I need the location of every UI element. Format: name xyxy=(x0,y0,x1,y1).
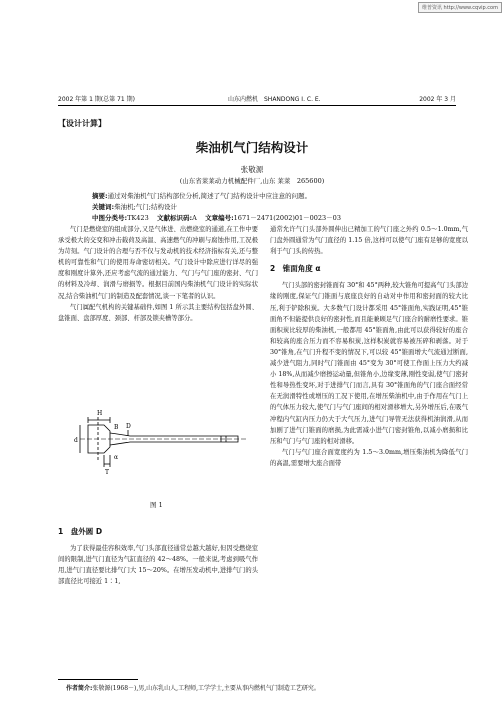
paragraph: 气门是燃烧室的组成部分,又是气体进、出燃烧室的通道,在工作中要承受极大的交变和冲击载荷及高温、高速燃气的冲刷与腐蚀作用,工况极为苛刻。气门设计的合理与否不仅与发动机的技术经济指标有关,还与整机的可靠性和气门的使用寿命密切相关。气门设计中除应进行详尽的强度和刚度计算外,还应考虑气流的通过能力、气门与气门座的密封、气门的材料及冷却、润滑与磨损等。根据目前国内柴油机气门设计的实际状况,结合柴油机气门的制造及配套情况,谈一下笔者的认识。 xyxy=(58,226,258,300)
section-heading: 1 盘外圆 D xyxy=(58,527,103,536)
figure-caption: 图 1 xyxy=(150,501,163,509)
classification-line xyxy=(92,213,456,223)
paragraph: 通常允许气门头部外圆伸出已精加工的气门座之外约 0.5～1.0mm,气门盘外圆通常为气门直径的 1.15 倍,这样可以使气门座有足够的宽度以利于气门头的传热。 xyxy=(270,226,468,256)
clc-code: TK423 xyxy=(127,214,149,222)
abstract xyxy=(92,191,456,201)
issue-date: 2002 年 3 月 xyxy=(419,96,456,103)
paragraph: 气门头部的密封锥面有 30°和 45°两种,较大锥角可提高气门头部边缘的刚度,保证气门锥面与底座良好的自动对中作用和密封面的较大比压,利于铲除积炭。大多数气门设计都采用 45°锥面角,实践证明,45°锥面角不但能提供良好的密封性,而且能兼顾足气门座合的耐磨性要求。锥面积炭比较厚的柴油机,一般都用 45°锥面角,由此可以获得较好的座合和较高的座合压力而不容易积炭,这样积炭就容易被压碎和剥落。对于 30°锥角,在气门升程不变的情况下,可以较 45°锥面增大气流通过断面,减少进气阻力,同时气门锥面由 45°变为 30°可使工作面上压力大约减小 18%,从而减少磨擦运动量,但锥角小,边缘变薄,刚性变弱,使气门密封性和导热性变坏,对于进排气门而言,具有 30°锥面角的气门座合面经常在无润滑特性或增压的工况下使用,在增压柴油机中,由于作用在气门上的气体压力较大,使气门与气门座间的相对滑移增大,另外增压后,在吸气冲程内气缸内压力仍大于大气压力,进气门导管无法获得机油润滑,从而加剧了进气门锥面的磨损,为此需减小进气门密封锥角,以减小磨损和比压和气门与气门座的相对滑移。 xyxy=(270,282,468,445)
abstract-label: 摘要: xyxy=(92,192,108,200)
keywords-label: 关键词: xyxy=(92,203,115,211)
affiliation: (山东省莱莱动力机械配件厂,山东 莱莱 265600) xyxy=(179,177,325,185)
footnote-rule xyxy=(58,679,138,680)
keywords-text: 柴油机;气门;结构设计 xyxy=(114,203,177,211)
label-alpha: α xyxy=(114,454,119,461)
valve-figure xyxy=(58,397,258,497)
paragraph: 气门属配气机构的关键基础件,如图 1 所示其主要结构包括盘外圆、盘锥面、盘部厚度、颈部、杆部及锁夹槽等部分。 xyxy=(58,303,258,322)
article-number: 1671－2471(2002)01－0023－03 xyxy=(233,214,341,222)
abstract-text: 通过对柴油机气门结构部位分析,简述了气门结构设计中应注意的问题。 xyxy=(107,192,312,200)
label-h: H xyxy=(97,410,103,417)
article-number-label: 文章编号: xyxy=(205,214,234,222)
doc-code-label: 文献标识码: xyxy=(156,214,193,222)
label-d2: D xyxy=(126,423,131,430)
label-b: B xyxy=(114,424,119,431)
section-heading: 2 锥面角度 α xyxy=(270,264,321,274)
footnote-text: 张敬源(1968－),男,山东乳山人,工程师,工学学士,主要从事内燃机气门制造工艺研究。 xyxy=(92,685,320,692)
left-column xyxy=(58,224,258,324)
watermark: 维普资讯 http://www.cqvip.com xyxy=(418,2,502,13)
footnote-label: 作者简介: xyxy=(66,685,93,692)
valve-drawing xyxy=(58,397,258,497)
issue-info: 2002 年第 1 期(总第 71 期) xyxy=(58,96,135,103)
label-d1: d xyxy=(74,437,78,444)
right-column xyxy=(270,224,468,469)
label-t: T xyxy=(105,469,110,476)
column-tag: 【设计计算】 xyxy=(58,119,106,128)
keywords xyxy=(92,202,456,212)
left-column-lower xyxy=(58,520,258,587)
paragraph: 气门与气门座合面宽度约为 1.5～3.0mm,增压柴油机为降低气门的高温,需要增大座合面带 xyxy=(270,448,468,467)
clc-label: 中图分类号: xyxy=(92,214,128,222)
paragraph: 为了获得最佳容积效率,气门头部直径通常总越大越好,但因受燃烧室间的限制,进气门直径为气缸直径的 42～48%。一般来说,考虑到吸气作用,进气门直径要比排气门大 15～20%。在增压发动机中,进排气门的头部直径比可接近 1∶1, xyxy=(58,545,258,586)
article-title: 柴油机气门结构设计 xyxy=(195,140,309,155)
author-footnote xyxy=(66,683,320,692)
journal-name: 山东内燃机 SHANDONG I. C. E. xyxy=(228,96,321,103)
running-header xyxy=(58,93,456,106)
doc-code: A xyxy=(192,214,197,222)
author: 张敬源 xyxy=(240,165,264,174)
